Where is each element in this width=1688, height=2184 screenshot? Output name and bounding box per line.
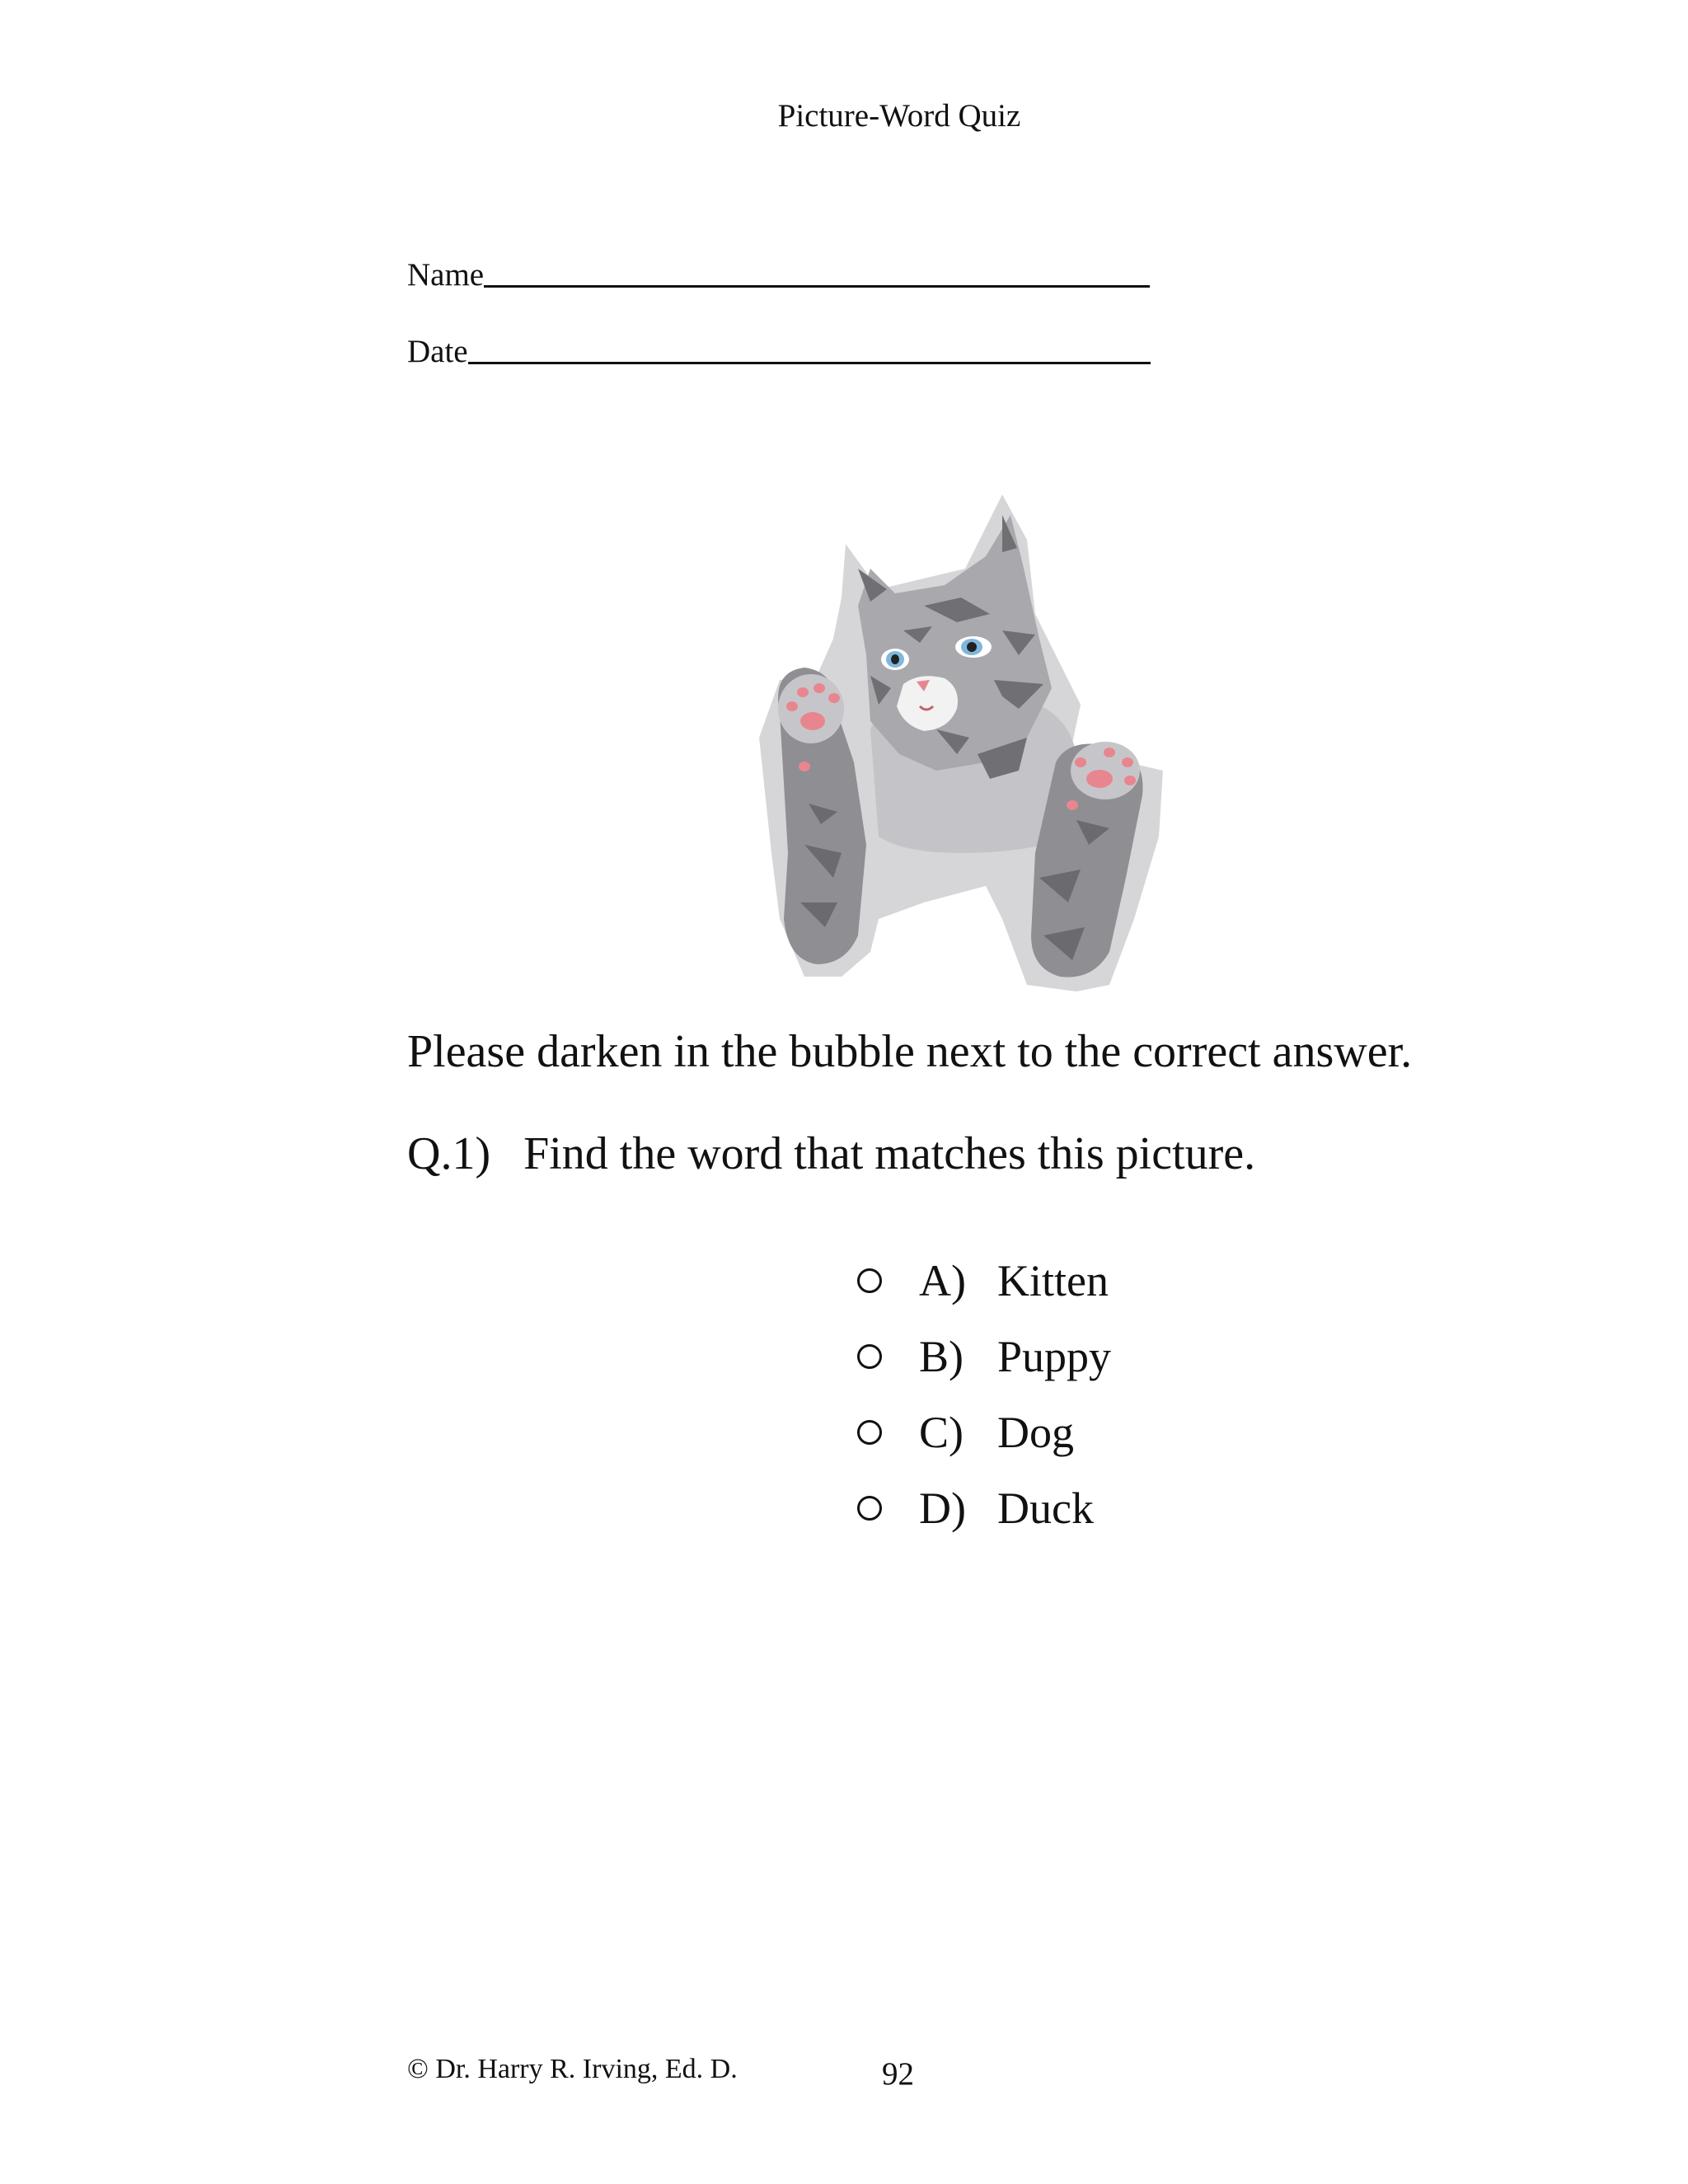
- name-blank-line[interactable]: [484, 254, 1150, 288]
- option-letter: A): [919, 1256, 966, 1305]
- option-label: Kitten: [997, 1256, 1109, 1305]
- bubble-icon[interactable]: [857, 1344, 882, 1369]
- date-field: [407, 329, 1151, 370]
- name-label: Name: [407, 257, 485, 293]
- option-label: Puppy: [997, 1332, 1112, 1381]
- instructions-text: Please darken in the bubble next to the correct answer.: [407, 1026, 1413, 1077]
- question-text: Find the word that matches this picture.: [523, 1128, 1256, 1179]
- option-c[interactable]: [857, 1394, 1111, 1470]
- copyright-notice: © Dr. Harry R. Irving, Ed. D.: [407, 2054, 738, 2084]
- bubble-icon[interactable]: [857, 1496, 882, 1521]
- answer-options: [857, 1243, 1111, 1546]
- option-label: Dog: [997, 1408, 1074, 1457]
- option-letter: B): [919, 1332, 964, 1381]
- option-d[interactable]: [857, 1470, 1111, 1546]
- option-a[interactable]: [857, 1243, 1111, 1319]
- question-number: Q.1): [407, 1128, 491, 1179]
- page-number: 92: [882, 2056, 914, 2092]
- option-label: Duck: [997, 1483, 1094, 1533]
- date-label: Date: [407, 334, 468, 369]
- name-field: [407, 252, 1150, 293]
- kitten-illustration: [755, 490, 1167, 995]
- option-letter: C): [919, 1408, 964, 1457]
- bubble-icon[interactable]: [857, 1420, 882, 1445]
- bubble-icon[interactable]: [857, 1268, 882, 1293]
- question: [407, 1127, 1255, 1180]
- date-blank-line[interactable]: [468, 330, 1151, 364]
- option-b[interactable]: [857, 1319, 1111, 1394]
- option-letter: D): [919, 1483, 966, 1533]
- page-title: Picture-Word Quiz: [777, 98, 1021, 134]
